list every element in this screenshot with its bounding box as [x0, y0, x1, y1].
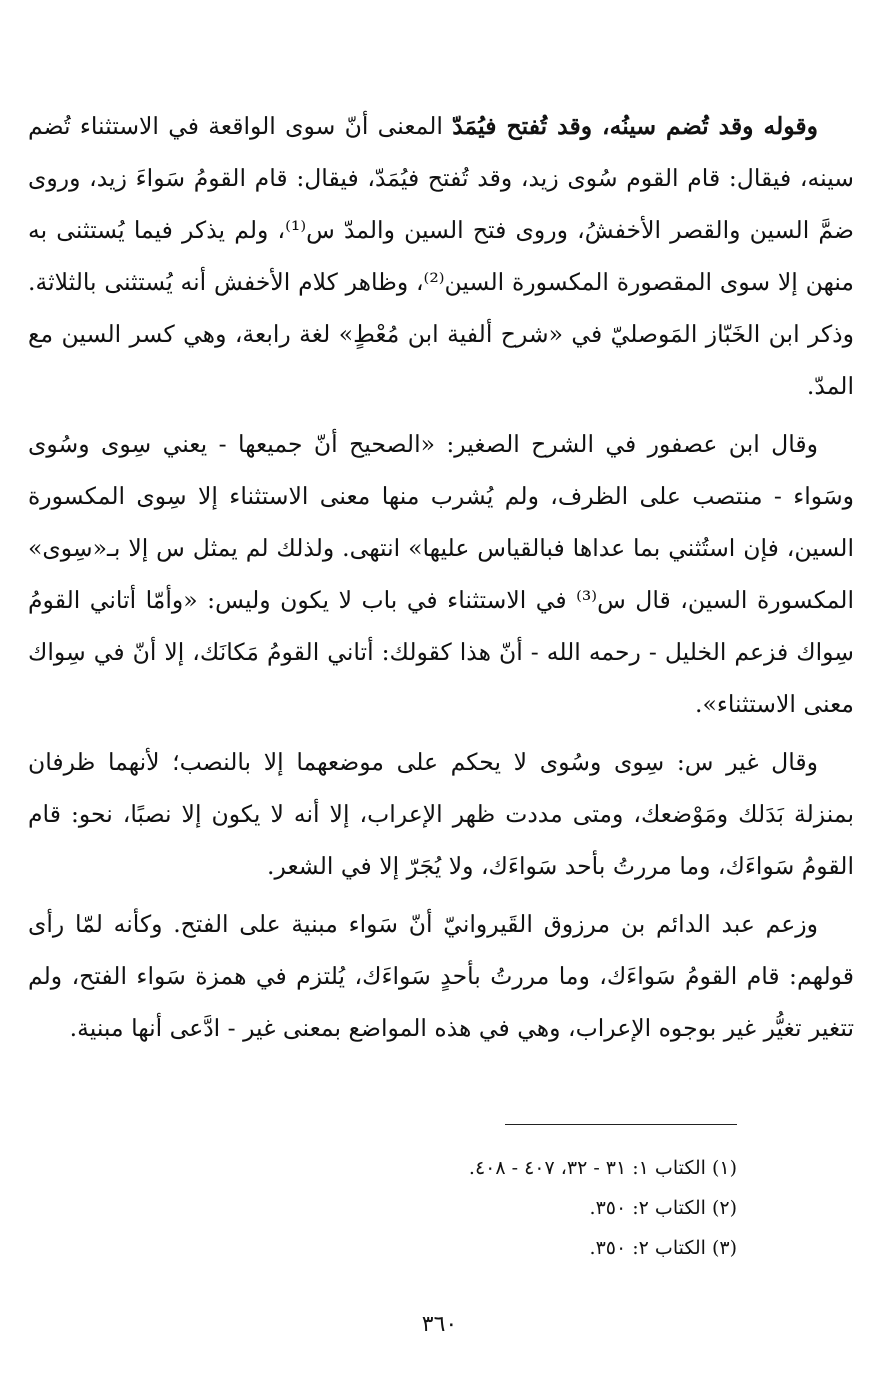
paragraph-4: وزعم عبد الدائم بن مرزوق القَيروانيّ أنّ سَواء مبنية على الفتح. وكأنه لمّا رأى قولهم: قام القومُ سَواءَك، وما مررتُ بأحدٍ سَواءَك، يُلتزم في همزة سَواء الفتح، ولم تتغير تغيُّر غير بوجوه الإعراب، وهي في هذه المواضع بمعنى غير - ادَّعى أنها مبنية. — [28, 910, 854, 1042]
quoted-phrase: وقوله وقد تُضم سينُه، وقد تُفتح فيُمَدّ — [452, 112, 818, 140]
footnote-1: (١) الكتاب ١: ٣١ - ٣٢، ٤٠٧ - ٤٠٨. — [468, 1157, 737, 1179]
main-text — [28, 100, 854, 1060]
footnotes — [360, 1148, 737, 1268]
paragraph-2: وقال ابن عصفور في الشرح الصغير: «الصحيح أنّ جميعها - يعني سِوى وسُوى وسَواء - منتصب على الظرف، ولم يُشرب منها معنى الاستثناء إلا سِوى المكسورة السين، فإن استُثني بما عداها فبالقياس عليها» انتهى. ولذلك لم يمثل س إلا بـ«سِوى» المكسورة السين، قال س⁽³⁾ في الاستثناء في باب لا يكون وليس: «وأمّا أتاني القومُ سِواك فزعم الخليل - رحمه الله - أنّ هذا كقولك: أتاني القومُ مَكانَك، إلا أنّ في سِواك معنى الاستثناء». — [28, 430, 854, 718]
paragraph-3: وقال غير س: سِوى وسُوى لا يحكم على موضعهما إلا بالنصب؛ لأنهما ظرفان بمنزلة بَدَلك ومَوْضعك، ومتى مددت ظهر الإعراب، إلا أنه لا يكون إلا نصبًا، نحو: قام القومُ سَواءَك، وما مررتُ بأحد سَواءَك، ولا يُجَرّ إلا في الشعر. — [28, 748, 854, 880]
page-number: ٣٦٠ — [421, 1312, 458, 1337]
footnote-divider — [505, 1124, 737, 1125]
paragraph-1 — [28, 100, 854, 412]
footnote-3: (٣) الكتاب ٢: ٣٥٠. — [589, 1237, 737, 1259]
paragraph-1-text: المعنى أنّ سوى الواقعة في الاستثناء تُضم سينه، فيقال: قام القوم سُوى زيد، وقد تُفتح فيُمَدّ، فيقال: قام القومُ سَواءَ زيد، وروى ضمَّ السين والقصر الأخفشُ، وروى فتح السين والمدّ س⁽¹⁾، ولم يذكر فيما يُستثنى به منهن إلا سوى المقصورة المكسورة السين⁽²⁾، وظاهر كلام الأخفش أنه يُستثنى بالثلاثة. وذكر ابن الخَبّاز المَوصليّ في «شرح ألفية ابن مُعْطٍ» لغة رابعة، وهي كسر السين مع المدّ. — [28, 112, 854, 400]
footnote-2: (٢) الكتاب ٢: ٣٥٠. — [589, 1197, 737, 1219]
